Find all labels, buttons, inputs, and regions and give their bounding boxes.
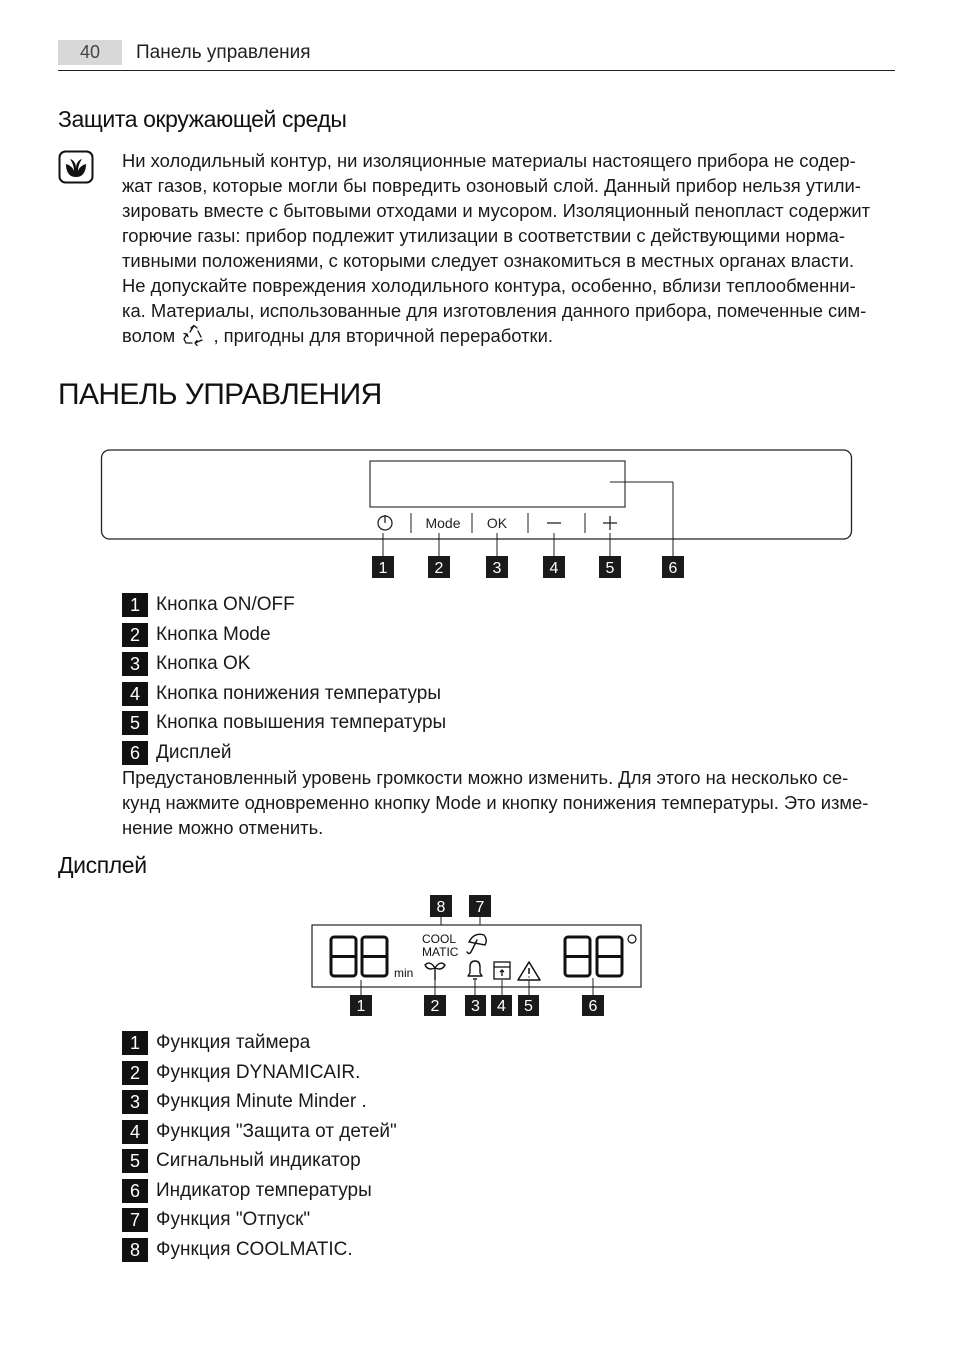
legend-number: 3 [122,652,148,676]
legend-number: 3 [122,1090,148,1114]
callout-badge [486,556,508,578]
legend-item [122,651,446,681]
text-line: кунд нажмите одновременно кнопку Mode и кнопку понижения температуры. Это изме- [122,792,869,813]
page-number: 40 [58,40,122,65]
callout-badge [469,895,491,917]
eco-protection-icon [58,150,94,184]
legend-number: 5 [122,711,148,735]
legend-label: Функция COOLMATIC. [156,1238,353,1260]
legend-number: 1 [122,1031,148,1055]
text-line: ка. Материалы, использованные для изготовления данного прибора, помеченные сим- [122,300,867,321]
text-fragment: волом [122,325,176,346]
display-legend [122,1030,397,1266]
text-fragment: , пригодны для вторичной переработки. [213,325,553,346]
environment-text [122,148,896,348]
ok-button[interactable]: OK [486,515,508,531]
running-title: Панель управления [136,42,311,63]
legend-item [122,1030,397,1060]
legend-label: Функция "Отпуск" [156,1209,311,1230]
legend-item [122,1237,397,1267]
legend-label: Функция Minute Minder . [156,1091,367,1112]
callout-badge [662,556,684,578]
legend-number: 4 [122,682,148,706]
text-line: горючие газы: прибор подлежит утилизации в соответствии с действующими норма- [122,225,845,246]
legend-item [122,1207,397,1237]
legend-label: Функция DYNAMICAIR. [156,1061,361,1083]
svg-text:6: 6 [668,560,678,577]
legend-label: Функция таймера [156,1032,311,1053]
svg-text:8: 8 [436,899,446,916]
callout-badge [430,895,452,917]
callout-badge [465,995,486,1016]
legend-number: 8 [122,1238,148,1262]
svg-text:7: 7 [475,899,485,916]
legend-number: 2 [122,1061,148,1085]
recycle-icon [182,324,206,346]
legend-item [122,710,446,740]
svg-text:3: 3 [492,560,502,577]
control-panel-legend [122,592,446,769]
text-line: нение можно отменить. [122,817,324,838]
legend-number: 1 [122,593,148,617]
callout-badge [518,995,539,1016]
display-heading: Дисплей [58,852,147,878]
legend-item [122,1089,397,1119]
callout-badge [428,556,450,578]
legend-item [122,1060,397,1090]
coolmatic-label: COOL [422,932,457,946]
callout-badge [350,995,372,1016]
callout-badge [582,995,604,1016]
svg-text:5: 5 [524,998,533,1015]
text-line: Предустановленный уровень громкости можно изменить. Для этого на несколько се- [122,767,849,788]
callout-badge [372,556,394,578]
legend-item [122,681,446,711]
legend-number: 7 [122,1208,148,1232]
callout-badge [491,995,512,1016]
callout-badge [543,556,565,578]
legend-label: Функция "Защита от детей" [156,1120,397,1142]
callout-badge [424,995,446,1016]
svg-text:4: 4 [497,998,506,1015]
mode-button[interactable]: Mode [425,515,461,531]
svg-text:3: 3 [471,998,480,1015]
legend-label: Кнопка OK [156,653,251,674]
legend-number: 2 [122,623,148,647]
text-line: тивными положениями, с которыми следует ознакомиться в местных органах власти. [122,250,855,271]
environment-heading: Защита окружающей среды [58,106,347,132]
min-label: min [394,966,414,980]
control-panel-heading: ПАНЕЛЬ УПРАВЛЕНИЯ [58,378,382,411]
svg-text:2: 2 [430,998,440,1015]
legend-item [122,1178,397,1208]
callout-badge [599,556,621,578]
svg-text:1: 1 [378,560,388,577]
display-diagram [0,890,954,1020]
legend-number: 5 [122,1149,148,1173]
svg-text:6: 6 [588,998,598,1015]
page-header [58,40,895,71]
text-line: зировать вместе с бытовыми отходами и мусором. Изоляционный пенопласт содержит [122,200,871,221]
legend-number: 6 [122,1179,148,1203]
legend-item [122,592,446,622]
legend-number: 4 [122,1120,148,1144]
legend-label: Кнопка понижения температуры [156,682,442,704]
legend-number: 6 [122,741,148,765]
text-line: Не допускайте повреждения холодильного контура, особенно, вблизи теплообменни- [122,275,856,296]
svg-text:2: 2 [434,560,444,577]
legend-item [122,1148,397,1178]
text-line: Ни холодильный контур, ни изоляционные материалы настоящего прибора не содер- [122,150,856,171]
legend-label: Кнопка ON/OFF [156,594,295,615]
volume-note [122,765,896,840]
text-line [122,323,896,348]
control-panel-diagram [0,440,954,585]
legend-label: Индикатор температуры [156,1179,372,1201]
svg-text:5: 5 [605,560,615,577]
legend-label: Кнопка Mode [156,623,271,645]
coolmatic-label: MATIC [422,945,459,959]
text-line: жат газов, которые могли бы повредить озоновый слой. Данный прибор нельзя утили- [122,175,861,196]
legend-label: Сигнальный индикатор [156,1150,361,1171]
svg-text:4: 4 [549,560,559,577]
legend-label: Кнопка повышения температуры [156,712,447,733]
display-window [370,461,625,507]
legend-item [122,1119,397,1149]
svg-text:1: 1 [356,998,366,1015]
legend-label: Дисплей [156,741,232,763]
legend-item [122,622,446,652]
